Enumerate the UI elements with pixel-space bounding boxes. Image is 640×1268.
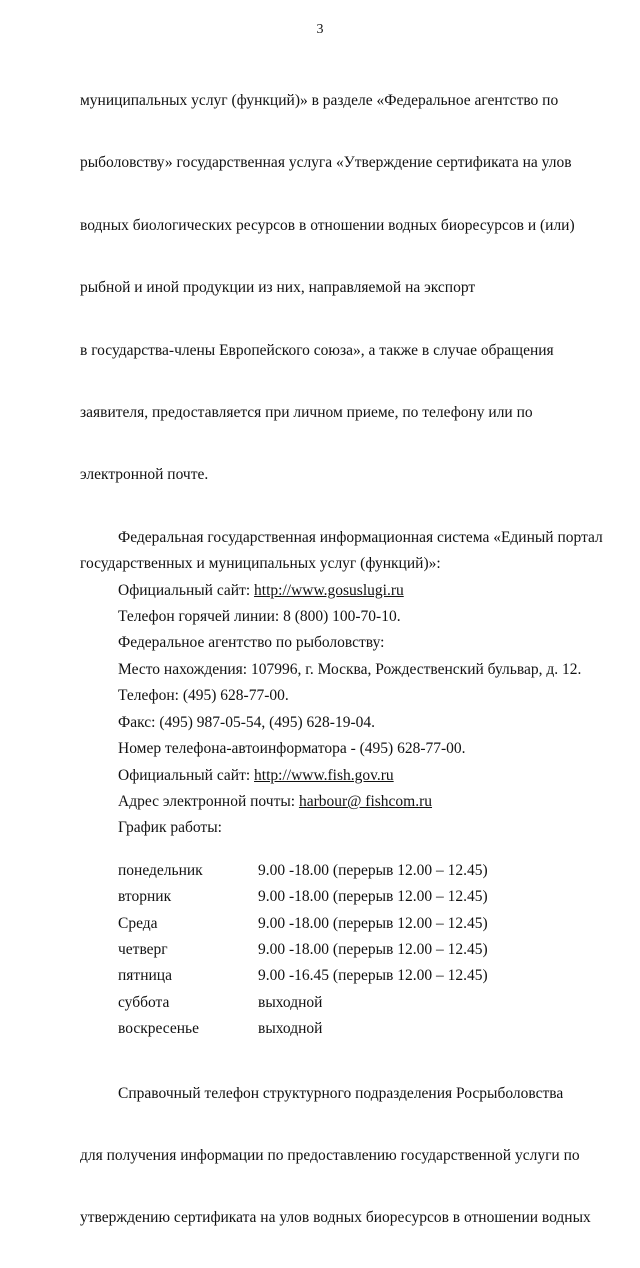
agency-fax: Факс: (495) 987-05-54, (495) 628-19-04. [118,713,375,731]
text-line: заявителя, предоставляется при личном приеме, по телефону или по [80,404,533,422]
schedule-hours: 9.00 -18.00 (перерыв 12.00 – 12.45) [258,940,488,958]
agency-address: Место нахождения: 107996, г. Москва, Рождественский бульвар, д. 12. [118,660,582,678]
schedule-row [80,963,598,989]
agency-site-label: Официальный сайт: [118,766,255,784]
schedule-row [80,858,598,884]
schedule-row [80,884,598,910]
text-line: для получения информации по предоставлению государственной услуги по [80,1146,580,1164]
schedule-day: понедельник [118,861,203,879]
agency-email [80,789,598,815]
portal-site-link[interactable]: http://www.gosuslugi.ru [254,581,404,599]
schedule-day: четверг [118,940,168,958]
text-line: Справочный телефон структурного подразделения Росрыболовства [118,1084,564,1102]
text-line: в государства-члены Европейского союза», а также в случае обращения [80,341,554,359]
schedule-hours: 9.00 -16.45 (перерыв 12.00 – 12.45) [258,967,488,985]
schedule-hours: 9.00 -18.00 (перерыв 12.00 – 12.45) [258,861,488,879]
schedule-day: суббота [118,993,170,1011]
portal-paragraph [80,525,603,578]
email-label: Адрес электронной почты: [118,792,299,810]
agency-site-link[interactable]: http://www.fish.gov.ru [254,766,394,784]
intro-paragraph [80,52,598,525]
schedule-title: График работы: [118,819,222,837]
text-line: муниципальных услуг (функций)» в разделе «Федеральное агентство по [80,92,559,109]
schedule-hours: 9.00 -18.00 (перерыв 12.00 – 12.45) [258,914,488,932]
email-link[interactable]: harbour@ fishcom.ru [298,792,433,810]
portal-site [80,578,598,604]
text-line: рыбной и иной продукции из них, направляемой на экспорт [80,279,476,297]
schedule-row [80,937,598,963]
final-paragraph [80,1045,598,1268]
agency-site [80,763,598,789]
text-line: утверждению сертификата на улов водных биоресурсов в отношении водных [80,1209,591,1227]
schedule-day: пятница [118,967,172,985]
schedule-hours: выходной [258,1020,323,1038]
schedule-row [80,990,598,1016]
autoinformer-phone: Номер телефона-автоинформатора - (495) 628-77-00. [118,740,466,758]
schedule-hours: выходной [258,993,323,1011]
text-line: водных биологических ресурсов в отношении водных биоресурсов и (или) [80,216,575,234]
document-body [80,52,603,1268]
schedule-day: вторник [118,888,172,906]
text-line: электронной почте. [80,466,209,484]
schedule-row [80,1016,598,1042]
portal-site-label: Официальный сайт: [118,581,255,599]
schedule-row [80,911,598,937]
hotline: Телефон горячей линии: 8 (800) 100-70-10. [118,608,401,626]
page-number: 3 [316,22,324,37]
text-line: государственных и муниципальных услуг (функций)»: [80,555,441,573]
schedule-hours: 9.00 -18.00 (перерыв 12.00 – 12.45) [258,888,488,906]
agency-phone: Телефон: (495) 628-77-00. [118,687,289,705]
schedule-day: воскресенье [118,1020,199,1038]
agency-title: Федеральное агентство по рыболовству: [118,634,385,652]
schedule-table [80,858,598,1043]
schedule-day: Среда [118,914,158,932]
text-line: Федеральная государственная информационная система «Единый портал [118,528,603,546]
text-line: рыболовству» государственная услуга «Утверждение сертификата на улов [80,154,572,172]
